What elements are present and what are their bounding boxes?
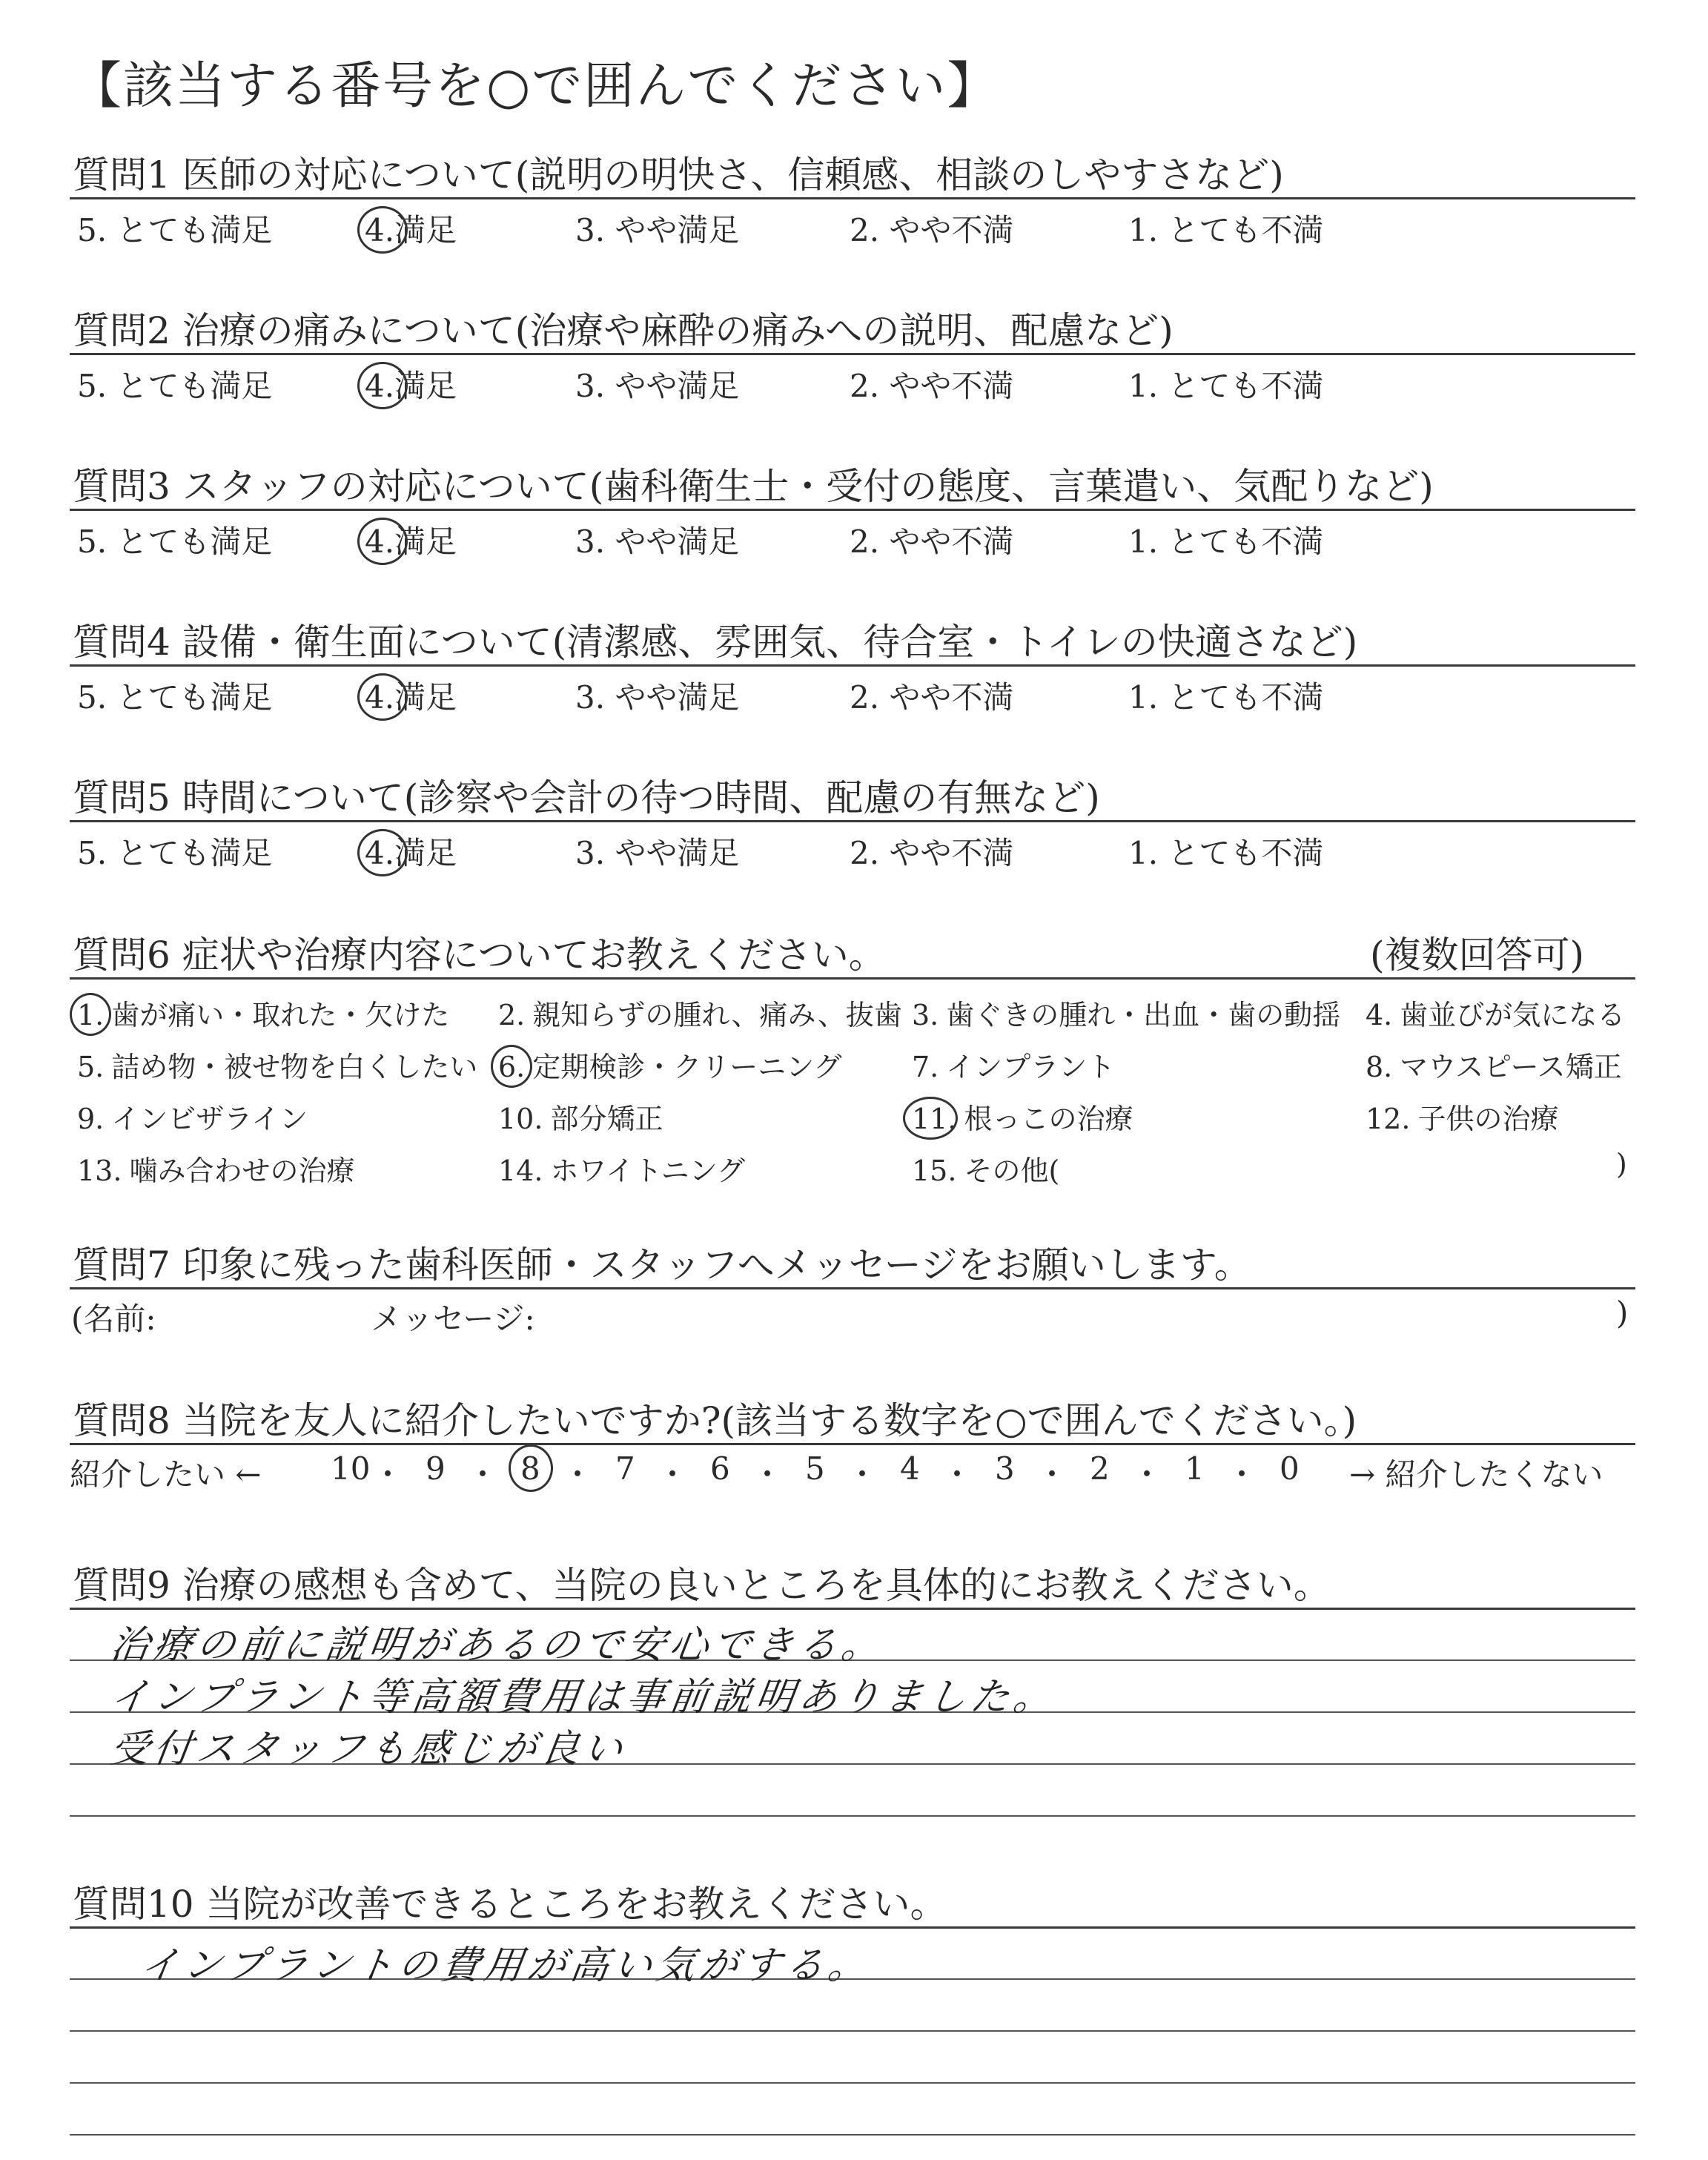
- rating-option[interactable]: 5. とても満足: [77, 368, 273, 404]
- q8-scale-number: 10: [331, 1450, 371, 1487]
- q7-name-label: (名前:: [71, 1301, 156, 1337]
- q8-separator: ・: [752, 1456, 784, 1493]
- rating-option[interactable]: 5. とても満足: [77, 679, 273, 716]
- q8-separator: ・: [1131, 1456, 1163, 1493]
- q9-title: 質問9 治療の感想も含めて、当院の良いところを具体的にお教えください。: [73, 1564, 1331, 1607]
- q6-option[interactable]: [912, 1148, 1059, 1189]
- q8-separator: ・: [847, 1456, 878, 1493]
- q6-option-number: [498, 1051, 525, 1083]
- q6-option-number: [1366, 999, 1392, 1031]
- rating-number-text: 4.: [365, 212, 395, 248]
- q6-option-number-text: 8.: [1366, 1051, 1393, 1083]
- q6-option-number: [912, 999, 939, 1031]
- rating-option[interactable]: 5. とても満足: [77, 835, 273, 871]
- q6-option-number: [912, 1051, 939, 1083]
- q6-option-label: 歯並びが気になる: [1400, 999, 1626, 1031]
- q6-option-number-text: 11.: [912, 1103, 957, 1135]
- q6-option-label: 詰め物・被せ物を白くしたい: [111, 1051, 478, 1083]
- q8-scale-value[interactable]: [1185, 1450, 1205, 1487]
- q6-option-number-text: 3.: [912, 999, 939, 1031]
- q6-option-number-text: 12.: [1366, 1103, 1411, 1135]
- q6-option-number-text: 2.: [498, 999, 526, 1031]
- rating-number: [365, 835, 394, 871]
- q6-option-number-text: 15.: [912, 1155, 957, 1187]
- q8-scale-number: 2: [1090, 1450, 1110, 1487]
- q6-option[interactable]: [498, 1148, 745, 1189]
- q6-option[interactable]: [1366, 1044, 1622, 1085]
- selection-circle: [509, 1444, 553, 1492]
- rating-number: [365, 524, 394, 560]
- q8-scale-number: 7: [615, 1450, 635, 1487]
- q6-option-label: 部分矯正: [550, 1103, 663, 1135]
- q6-option-number-text: 5.: [77, 1051, 105, 1083]
- q8-scale-value[interactable]: [1090, 1450, 1110, 1487]
- q6-option-number: [1366, 1051, 1392, 1083]
- q8-scale-number: 0: [1280, 1450, 1300, 1487]
- q8-left-label: 紹介したい ←: [70, 1456, 262, 1493]
- q6-option[interactable]: [912, 1044, 1115, 1085]
- q6-option-number-text: 6.: [498, 1051, 526, 1083]
- q6-option-label: 定期検診・クリーニング: [532, 1051, 842, 1083]
- rating-option[interactable]: 1. とても不満: [1128, 679, 1324, 716]
- rating-number-text: 4.: [365, 679, 395, 716]
- q6-option-number-text: 13.: [77, 1155, 122, 1187]
- q6-option-number-text: 4.: [1366, 999, 1393, 1031]
- q6-option-label: 歯ぐきの腫れ・出血・歯の動揺: [946, 999, 1341, 1031]
- q8-separator: ・: [657, 1456, 689, 1493]
- rating-option[interactable]: 2. やや不満: [850, 679, 1014, 716]
- selection-circle: [491, 1045, 532, 1088]
- q6-option-label: マウスピース矯正: [1400, 1051, 1622, 1083]
- q8-scale-number: 1: [1185, 1450, 1205, 1487]
- question-title: 質問3 スタッフの対応について(歯科衛生士・受付の態度、言葉遣い、気配りなど): [73, 465, 1434, 508]
- rating-number: [365, 368, 394, 404]
- rating-option[interactable]: 1. とても不満: [1128, 368, 1324, 404]
- question-title: 質問2 治療の痛みについて(治療や麻酔の痛みへの説明、配慮など): [73, 309, 1174, 352]
- rating-option[interactable]: 2. やや不満: [850, 524, 1014, 560]
- q6-option-label: 親知らずの腫れ、痛み、抜歯: [532, 999, 902, 1031]
- q10-line-5: [70, 2134, 1635, 2136]
- rating-number: [365, 212, 394, 248]
- selection-circle: [357, 362, 408, 409]
- q8-scale-value[interactable]: [1280, 1450, 1300, 1487]
- selection-circle: [903, 1097, 958, 1140]
- q8-scale-number: 4: [900, 1450, 920, 1487]
- q6-option[interactable]: [77, 992, 449, 1033]
- page-header: 【該当する番号を○で囲んでください】: [71, 57, 999, 116]
- q8-separator: ・: [1036, 1456, 1068, 1493]
- selection-circle: [357, 206, 408, 254]
- q6-option-number: [1366, 1103, 1410, 1135]
- q6-option-number: [912, 1103, 956, 1135]
- q8-separator: ・: [372, 1456, 404, 1493]
- selection-circle: [357, 829, 408, 876]
- q6-option-number: [77, 999, 104, 1031]
- q8-scale-value[interactable]: [995, 1450, 1015, 1487]
- q9-answer-line: 受付スタッフも感じが良い: [107, 1727, 630, 1771]
- question-title: 質問4 設備・衛生面について(清潔感、雰囲気、待合室・トイレの快適さなど): [73, 621, 1358, 664]
- q7-close-paren: ): [1616, 1295, 1629, 1331]
- rating-label: 満足: [394, 524, 457, 560]
- rating-option-selected[interactable]: [365, 518, 457, 562]
- q8-separator: ・: [1226, 1456, 1258, 1493]
- q8-separator: ・: [562, 1456, 594, 1493]
- q6-option-label: ホワイトニング: [550, 1155, 746, 1187]
- q6-option[interactable]: [77, 1044, 477, 1085]
- q6-option-label: 噛み合わせの治療: [129, 1155, 355, 1187]
- rating-number-text: 4.: [365, 524, 395, 560]
- q6-option-number: [77, 1155, 122, 1187]
- rating-option-selected[interactable]: [365, 206, 457, 251]
- q6-close-paren: ): [1616, 1148, 1627, 1180]
- question-rule: [70, 664, 1635, 667]
- q8-scale-value[interactable]: [331, 1450, 370, 1487]
- q6-option-number-text: 7.: [912, 1051, 939, 1083]
- q8-scale-number: 6: [710, 1450, 730, 1487]
- q6-option-number: [77, 1051, 104, 1083]
- q6-option-number-text: 9.: [77, 1103, 105, 1135]
- rating-number: [365, 679, 394, 716]
- q10-line-3: [70, 2030, 1635, 2032]
- q6-option-number: [498, 1155, 543, 1187]
- rating-label: 満足: [394, 212, 457, 248]
- rating-number-text: 4.: [365, 835, 395, 871]
- rating-option[interactable]: 3. やや満足: [575, 368, 740, 404]
- question-rule: [70, 197, 1635, 199]
- q6-option[interactable]: [498, 1044, 842, 1085]
- question-rule: [70, 820, 1635, 822]
- q8-scale-number: 5: [805, 1450, 825, 1487]
- q8-scale-value[interactable]: [805, 1450, 825, 1487]
- rating-option[interactable]: 2. やや不満: [850, 368, 1014, 404]
- rating-option[interactable]: 3. やや満足: [575, 212, 740, 248]
- q8-scale-number: 8: [520, 1450, 540, 1487]
- q6-option-number: [498, 1103, 543, 1135]
- rating-option[interactable]: 3. やや満足: [575, 835, 740, 871]
- rating-option[interactable]: 1. とても不満: [1128, 212, 1324, 248]
- q6-option-number: [498, 999, 525, 1031]
- q9-rule: [70, 1608, 1635, 1610]
- q6-option[interactable]: [77, 1096, 308, 1137]
- q8-scale-value[interactable]: [900, 1450, 920, 1487]
- question-rule: [70, 353, 1635, 355]
- rating-option[interactable]: 2. やや不満: [850, 212, 1014, 248]
- q10-answer-line: インプラントの費用が高い気がする。: [137, 1943, 875, 1988]
- rating-number-text: 4.: [365, 368, 395, 404]
- q8-right-label: → 紹介したくない: [1349, 1456, 1603, 1493]
- rating-option-selected[interactable]: [365, 362, 457, 406]
- q6-option[interactable]: [1366, 992, 1625, 1033]
- q6-option[interactable]: [1366, 1096, 1558, 1137]
- q6-rule: [70, 977, 1635, 980]
- q6-option[interactable]: [912, 992, 1340, 1033]
- q6-option-number: [77, 1103, 104, 1135]
- q8-scale-value[interactable]: [615, 1450, 635, 1487]
- q6-option[interactable]: [498, 992, 902, 1033]
- q8-scale-number: 3: [995, 1450, 1015, 1487]
- q8-scale-value[interactable]: [426, 1450, 446, 1487]
- rating-option-selected[interactable]: [365, 673, 457, 718]
- q7-rule: [70, 1287, 1635, 1289]
- rating-option[interactable]: 3. やや満足: [575, 679, 740, 716]
- q6-option-number-text: 1.: [77, 999, 105, 1031]
- rating-option[interactable]: 5. とても満足: [77, 524, 273, 560]
- rating-option-selected[interactable]: [365, 829, 457, 873]
- q9-answer-line: インプラント等高額費用は事前説明ありました。: [107, 1675, 1060, 1720]
- q6-option[interactable]: [77, 1148, 354, 1189]
- q6-note: (複数回答可): [1370, 934, 1585, 977]
- rating-option[interactable]: 1. とても不満: [1128, 524, 1324, 560]
- q8-rule: [70, 1443, 1635, 1445]
- selection-circle: [70, 993, 111, 1036]
- q9-line-5: [70, 1815, 1635, 1817]
- q6-option-label: 根っこの治療: [964, 1103, 1133, 1135]
- q8-separator: ・: [467, 1456, 499, 1493]
- q8-scale-value[interactable]: [520, 1450, 540, 1487]
- q7-message-label: メッセージ:: [371, 1301, 535, 1337]
- q8-scale-value[interactable]: [710, 1450, 730, 1487]
- q6-option[interactable]: [912, 1096, 1133, 1137]
- q10-rule: [70, 1926, 1635, 1929]
- q10-line-4: [70, 2082, 1635, 2084]
- selection-circle: [357, 518, 408, 565]
- q8-scale-number: 9: [426, 1450, 446, 1487]
- question-rule: [70, 509, 1635, 511]
- q10-title: 質問10 当院が改善できるところをお教えください。: [73, 1883, 947, 1926]
- rating-label: 満足: [394, 835, 457, 871]
- q6-option[interactable]: [498, 1096, 663, 1137]
- rating-option[interactable]: 2. やや不満: [850, 835, 1014, 871]
- q6-option-label: 子供の治療: [1417, 1103, 1559, 1135]
- rating-label: 満足: [394, 368, 457, 404]
- selection-circle: [357, 673, 408, 721]
- q6-option-label: 歯が痛い・取れた・欠けた: [111, 999, 450, 1031]
- q6-title: 質問6 症状や治療内容についてお教えください。: [73, 934, 886, 977]
- rating-option[interactable]: 5. とても満足: [77, 212, 273, 248]
- q6-option-label: インプラント: [946, 1051, 1116, 1083]
- rating-label: 満足: [394, 679, 457, 716]
- q6-option-number-text: 10.: [498, 1103, 543, 1135]
- question-title: 質問1 医師の対応について(説明の明快さ、信頼感、相談のしやすさなど): [73, 153, 1284, 196]
- q6-option-label: インビザライン: [111, 1103, 308, 1135]
- rating-option[interactable]: 3. やや満足: [575, 524, 740, 560]
- q7-title: 質問7 印象に残った歯科医師・スタッフへメッセージをお願いします。: [73, 1244, 1251, 1287]
- q8-separator: ・: [941, 1456, 973, 1493]
- q9-answer-line: 治療の前に説明があるので安心できる。: [107, 1623, 888, 1668]
- q6-option-number-text: 14.: [498, 1155, 543, 1187]
- q6-option-label: その他(: [964, 1155, 1060, 1187]
- q6-option-number: [912, 1155, 956, 1187]
- question-title: 質問5 時間について(診察や会計の待つ時間、配慮の有無など): [73, 776, 1100, 819]
- q8-title: 質問8 当院を友人に紹介したいですか?(該当する数字を○で囲んでください。): [73, 1399, 1357, 1442]
- rating-option[interactable]: 1. とても不満: [1128, 835, 1324, 871]
